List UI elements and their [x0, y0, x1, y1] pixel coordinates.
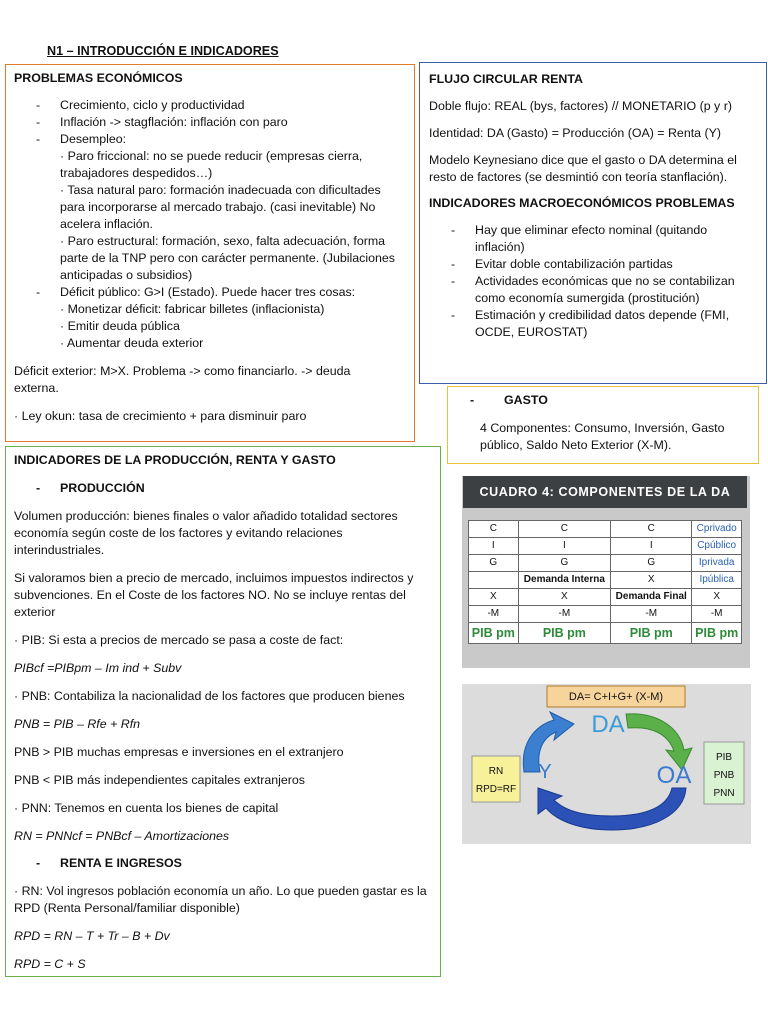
table-row [469, 623, 742, 644]
list-item-text: Desempleo: [60, 132, 127, 146]
arrow-oa-to-y-icon [538, 788, 686, 830]
list-item: - Hay que eliminar efecto nominal (quitando inflación) [429, 222, 748, 256]
gasto-box [447, 386, 759, 464]
table-cell: X [469, 589, 519, 606]
table-row [469, 589, 742, 606]
table-row [469, 538, 742, 555]
rn-formula: RN = PNNcf = PNBcf – Amortizaciones [14, 829, 230, 843]
list-item [14, 131, 406, 284]
doble-flujo: Doble flujo: REAL (bys, factores) // MONETARIO (p y r) [429, 99, 732, 113]
table-cell: Ipública [692, 572, 742, 589]
page-title: N1 – INTRODUCCIÓN E INDICADORES [47, 44, 279, 58]
indicadores-box [5, 446, 441, 977]
table-cell: C [518, 521, 611, 538]
table-cell: PIB pm [692, 623, 742, 644]
renta-bullet: - RENTA E INGRESOS [14, 855, 428, 872]
modelo-keynesiano: Modelo Keynesiano dice que el gasto o DA determina el resto de factores (se desmintió con teoría stanflación). [429, 153, 737, 184]
table-cell: I [611, 538, 692, 555]
da-equation: DA= C+I+G+ (X-M) [568, 691, 664, 703]
gasto-list [448, 392, 748, 409]
produccion-bullet: - PRODUCCIÓN [14, 480, 428, 497]
table-cell: Cprivado [692, 521, 742, 538]
valoramos: Si valoramos bien a precio de mercado, incluimos impuestos indirectos y subvenciones. En el Coste de los factores NO. No se incluye rentas del exterior [14, 571, 414, 619]
y-label: Y [538, 761, 552, 783]
flujo-diagram [462, 684, 751, 844]
table-cell: PIB pm [469, 623, 519, 644]
pib-formula: PIBcf =PIBpm – Im ind + Subv [14, 661, 182, 675]
table-cell: I [518, 538, 611, 555]
identidad: Identidad: DA (Gasto) = Producción (OA) = Renta (Y) [429, 126, 722, 140]
table-cell: X [692, 589, 742, 606]
cuadro-table [468, 520, 742, 644]
sub-item: · Monetizar déficit: fabricar billetes (inflacionista) [60, 302, 325, 316]
problemas-heading: PROBLEMAS ECONÓMICOS [14, 71, 183, 85]
table-cell: Iprivada [692, 555, 742, 572]
table-cell: -M [518, 606, 611, 623]
sub-item: · Emitir deuda pública [60, 319, 180, 333]
sub-item: · Paro estructural: formación, sexo, falta adecuación, forma parte de la TNP pero con carácter permanente. (Jubilaciones anticipadas o subsidios) [60, 234, 395, 282]
pnb-mayor: PNB > PIB muchas empresas e inversiones en el extranjero [14, 745, 344, 759]
rpd-formula-1: RPD = RN – T + Tr – B + Dv [14, 929, 170, 943]
table-cell: Demanda Final [611, 589, 692, 606]
sub-item: · Tasa natural paro: formación inadecuada con dificultades para incorporarse al mercado trabajo. (casi inevitable) No acelera inflación. [60, 183, 381, 231]
produccion-list [14, 480, 428, 497]
list-item: - Actividades económicas que no se contabilizan como economía sumergida (prostitución) [429, 273, 748, 307]
rn-box-label-2: RPD=RF [475, 784, 517, 795]
table-cell: PIB pm [611, 623, 692, 644]
table-cell: G [611, 555, 692, 572]
table-cell: -M [611, 606, 692, 623]
table-cell: C [611, 521, 692, 538]
indicadores-heading: INDICADORES DE LA PRODUCCIÓN, RENTA Y GASTO [14, 453, 336, 467]
table-cell: X [518, 589, 611, 606]
pnb-formula: PNB = PIB – Rfe + Rfn [14, 717, 141, 731]
table-cell: PIB pm [518, 623, 611, 644]
list-item-text: Inflación -> stagflación: inflación con paro [60, 115, 288, 129]
indicadores-macro-heading: INDICADORES MACROECONÓMICOS PROBLEMAS [429, 196, 735, 210]
table-cell: -M [469, 606, 519, 623]
volumen-produccion: Volumen producción: bienes finales o valor añadido totalidad sectores economía según coste de los factores y evitando relaciones interindustriales. [14, 509, 398, 557]
table-cell: C [469, 521, 519, 538]
pib-box-label-3: PNN [713, 788, 735, 799]
oa-label: OA [656, 762, 692, 789]
pnb-menor: PNB < PIB más independientes capitales extranjeros [14, 773, 305, 787]
sub-item: · Aumentar deuda exterior [60, 336, 204, 350]
pnb: · PNB: Contabiliza la nacionalidad de los factores que producen bienes [14, 689, 405, 703]
ley-okun: · Ley okun: tasa de crecimiento + para disminuir paro [14, 409, 307, 423]
table-row [469, 521, 742, 538]
table-row [469, 606, 742, 623]
table-cell: G [518, 555, 611, 572]
table-cell: I [469, 538, 519, 555]
rn: · RN: Vol ingresos población economía un año. Lo que pueden gastar es la RPD (Renta Personal/familiar disponible) [14, 884, 427, 915]
pib: · PIB: Si esta a precios de mercado se pasa a coste de fact: [14, 633, 344, 647]
sub-item: · Paro friccional: no se puede reducir (empresas cierra, trabajadores despedidos…) [60, 149, 363, 180]
indicadores-macro-list [429, 222, 756, 341]
gasto-text: 4 Componentes: Consumo, Inversión, Gasto público, Saldo Neto Exterior (X-M). [480, 421, 725, 452]
deficit-exterior: Déficit exterior: M>X. Problema -> como financiarlo. -> deuda externa. [14, 364, 351, 395]
table-cell: G [469, 555, 519, 572]
pnn: · PNN: Tenemos en cuenta los bienes de capital [14, 801, 279, 815]
rpd-formula-2: RPD = C + S [14, 957, 86, 971]
list-item [14, 284, 406, 352]
problemas-list [14, 97, 406, 352]
flujo-heading: FLUJO CIRCULAR RENTA [429, 72, 583, 86]
gasto-bullet: - GASTO [448, 392, 748, 409]
flujo-box [419, 62, 767, 384]
list-item [14, 114, 406, 131]
cuadro-figure [462, 476, 750, 668]
flujo-diagram-svg [462, 684, 751, 844]
renta-list [14, 855, 428, 872]
rn-box [472, 756, 520, 802]
pib-box-label-1: PIB [715, 752, 733, 763]
rn-box-label-1: RN [488, 766, 504, 777]
table-cell: -M [692, 606, 742, 623]
table-row [469, 555, 742, 572]
table-cell: X [611, 572, 692, 589]
cuadro-title: CUADRO 4: COMPONENTES DE LA DA [463, 476, 747, 508]
list-item-text: Déficit público: G>I (Estado). Puede hacer tres cosas: [60, 285, 356, 299]
table-cell: Demanda Interna [518, 572, 611, 589]
problemas-box [5, 64, 415, 442]
list-item: - Evitar doble contabilización partidas [429, 256, 748, 273]
list-item-text: Crecimiento, ciclo y productividad [60, 98, 245, 112]
list-item: - Estimación y credibilidad datos depende (FMI, OCDE, EUROSTAT) [429, 307, 748, 341]
table-cell [469, 572, 519, 589]
list-item [14, 97, 406, 114]
table-cell: Cpúblico [692, 538, 742, 555]
pib-box-label-2: PNB [713, 770, 735, 781]
table-row [469, 572, 742, 589]
da-label: DA [591, 711, 625, 738]
